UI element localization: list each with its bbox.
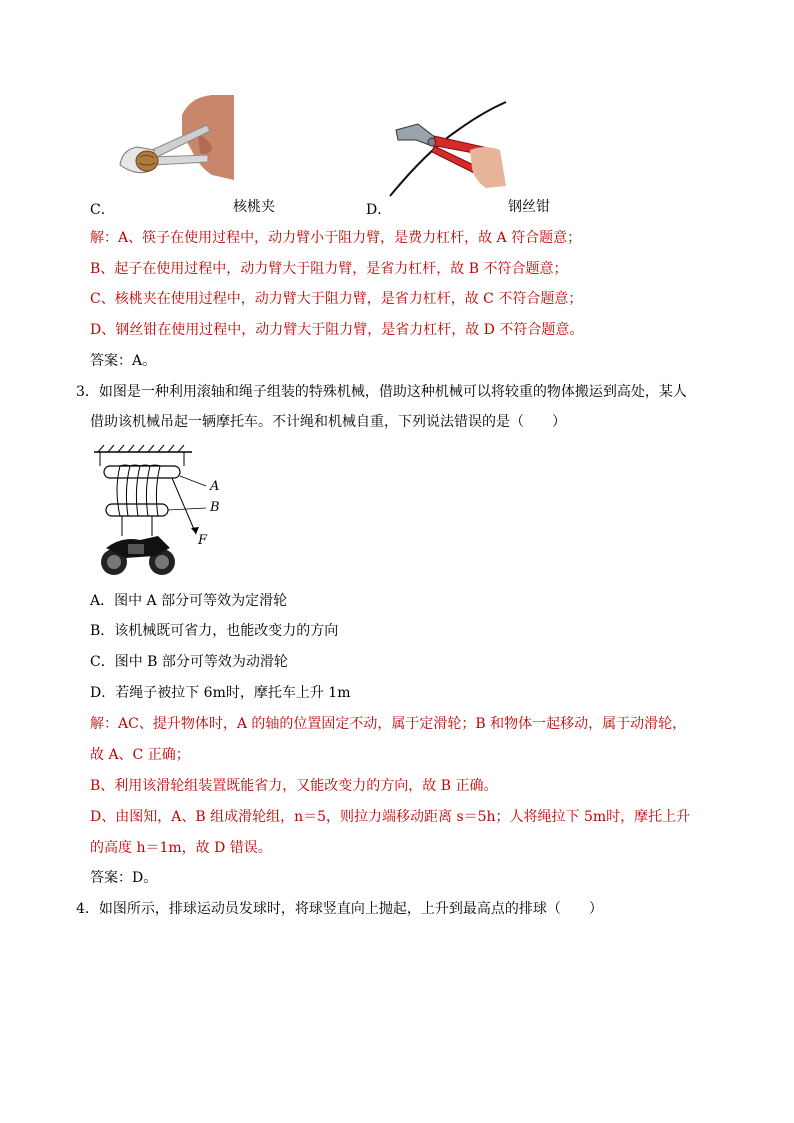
option-c-caption: 核桃夹 <box>233 199 275 215</box>
q3-option-a: A．图中 A 部分可等效为定滑轮 <box>90 593 288 609</box>
q3-solution-line-1: 解：AC、提升物体时，A 的轴的位置固定不动，属于定滑轮；B 和物体一起移动，属于动滑轮， <box>90 716 687 732</box>
option-d-caption: 钢丝钳 <box>508 199 550 215</box>
q3-option-c: C．图中 B 部分可等效为动滑轮 <box>90 654 288 670</box>
option-c-letter: C． <box>90 202 115 218</box>
q3-stem-line-2: 借助该机械吊起一辆摩托车。不计绳和机械自重，下列说法错误的是（ ） <box>90 414 566 430</box>
q3-solution-line-2: 故 A、C 正确； <box>90 747 190 763</box>
q2-solution-line-3: C、核桃夹在使用过程中，动力臂大于阻力臂，是省力杠杆，故 C 不符合题意； <box>90 291 583 307</box>
q3-option-b: B．该机械既可省力，也能改变力的方向 <box>90 623 339 639</box>
q3-solution-line-5: 的高度 h＝1m，故 D 错误。 <box>90 840 272 856</box>
walnut-cracker-image <box>112 95 234 185</box>
pulley-machine-figure <box>92 444 232 580</box>
q2-solution-line-4: D、钢丝钳在使用过程中，动力臂大于阻力臂，是省力杠杆，故 D 不符合题意。 <box>90 322 584 338</box>
q2-answer: 答案：A。 <box>90 353 157 369</box>
q3-solution-line-4: D、由图知，A、B 组成滑轮组，n＝5，则拉力端移动距离 s＝5h；人将绳拉下 5m时，摩托上升 <box>90 809 691 825</box>
q3-option-d: D．若绳子被拉下 6m时，摩托车上升 1m <box>90 685 351 701</box>
figure-label-a: A <box>210 479 220 494</box>
wire-pliers-image <box>388 100 508 198</box>
q3-answer: 答案：D。 <box>90 870 158 886</box>
option-d-letter: D． <box>366 202 392 218</box>
figure-label-b: B <box>210 500 220 515</box>
figure-label-f: F <box>198 533 208 548</box>
q3-stem-line-1: 3．如图是一种利用滚轴和绳子组装的特殊机械，借助这种机械可以将较重的物体搬运到高处，某人 <box>76 384 687 400</box>
q3-solution-line-3: B、利用该滑轮组装置既能省力，又能改变力的方向，故 B 正确。 <box>90 778 498 794</box>
q2-solution-line-1: 解：A、筷子在使用过程中，动力臂小于阻力臂，是费力杠杆，故 A 符合题意； <box>90 230 582 246</box>
q4-stem: 4．如图所示，排球运动员发球时，将球竖直向上抛起，上升到最高点的排球（ ） <box>76 901 603 917</box>
q2-solution-line-2: B、起子在使用过程中，动力臂大于阻力臂，是省力杠杆，故 B 不符合题意； <box>90 261 568 277</box>
